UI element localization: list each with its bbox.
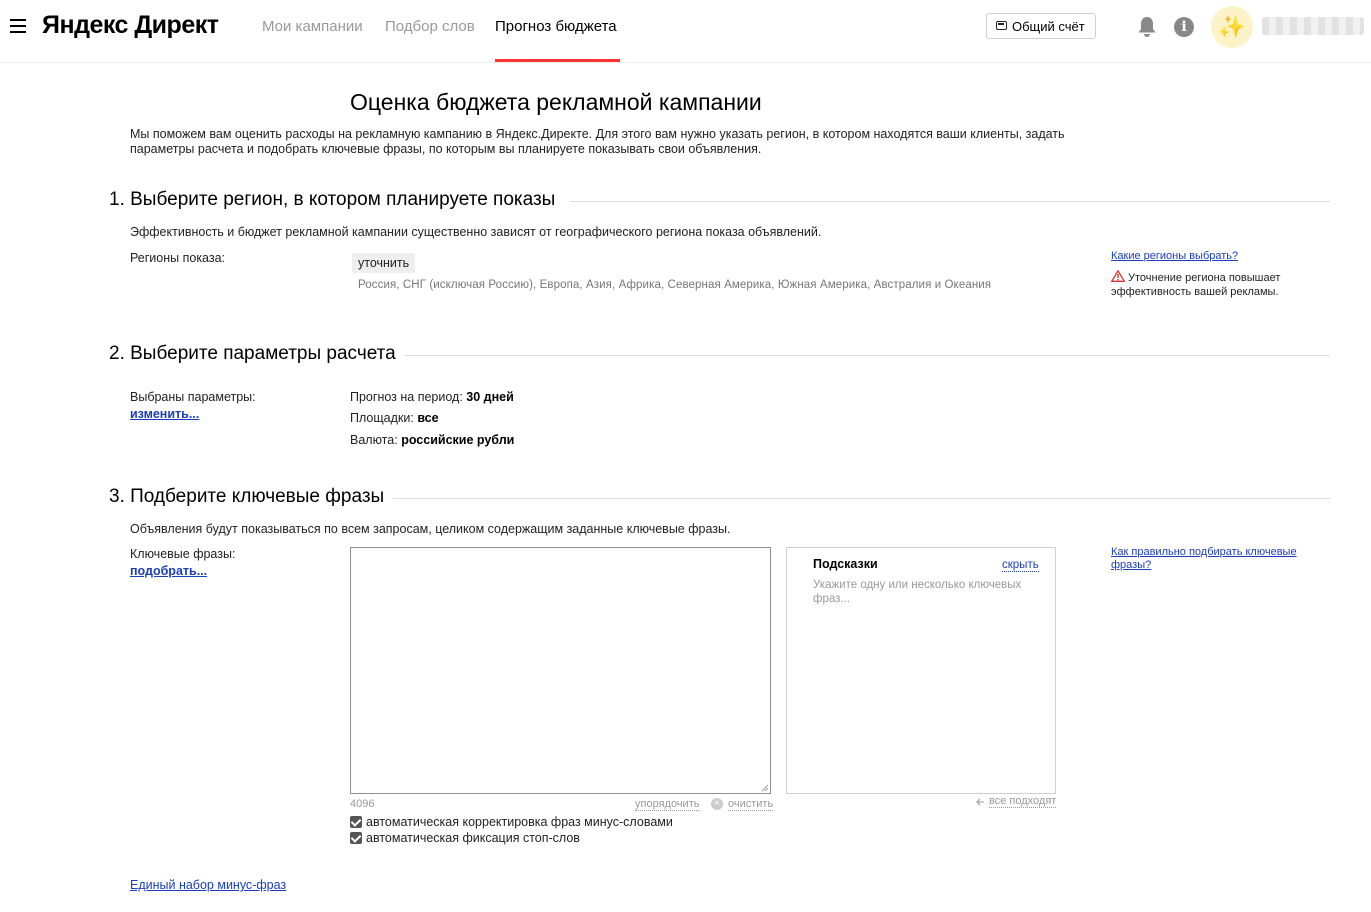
intro-text: Мы поможем вам оценить расходы на рекламную кампанию в Яндекс.Директе. Для этого вам нужно указать регион, в котором находятся ваши клиенты, задать параметры расчета и подобрать ключевые фразы, по которым вы планируете показывать свои объявления. (130, 127, 1065, 156)
top-header (0, 0, 1371, 63)
all-fit-link[interactable]: все подходят (989, 795, 1057, 807)
username-blurred[interactable] (1262, 17, 1364, 35)
hints-placeholder: Укажите одну или несколько ключевых фраз... (813, 579, 1022, 605)
param-currency (350, 433, 514, 447)
page-title: Оценка бюджета рекламной кампании (350, 89, 762, 115)
selected-regions: Россия, СНГ (исключая Россию), Европа, Азия, Африка, Северная Америка, Южная Америка, Австралия и Океания (358, 279, 992, 291)
refine-regions-button[interactable]: уточнить (352, 253, 415, 273)
section-1-title: 1. Выберите регион, в котором планируете показы (109, 189, 564, 211)
param-platforms (350, 411, 439, 425)
nav-my-campaigns[interactable]: Мои кампании (262, 18, 363, 35)
arrow-left-icon (975, 797, 985, 807)
menu-icon[interactable] (10, 19, 26, 33)
regions-label: Регионы показа: (130, 251, 226, 265)
nav-budget-forecast[interactable]: Прогноз бюджета (495, 18, 617, 35)
bell-icon[interactable] (1137, 16, 1157, 38)
section-2-title: 2. Выберите параметры расчета (109, 343, 405, 365)
auto-minus-words-checkbox[interactable] (350, 816, 362, 828)
pick-keywords-link-wrap (130, 562, 207, 580)
active-tab-underline (495, 59, 620, 62)
currency-label: Валюта: (350, 433, 398, 447)
how-to-pick-keywords-link[interactable]: Как правильно подбирать ключевые фразы? (1111, 546, 1297, 571)
shared-account-label: Общий счёт (1012, 19, 1085, 34)
auto-minus-words-label[interactable]: автоматическая корректировка фраз минус-словами (366, 815, 673, 829)
section-divider (405, 355, 1330, 356)
section-3-title: 3. Подберите ключевые фразы (109, 486, 393, 508)
platforms-label: Площадки: (350, 411, 414, 425)
region-warning (1111, 270, 1301, 299)
minus-phrases-link-wrap (130, 878, 286, 892)
hints-title: Подсказки (813, 557, 878, 571)
period-label: Прогноз на период: (350, 390, 463, 404)
change-params-link[interactable]: изменить... (130, 407, 200, 421)
section-1-description: Эффективность и бюджет рекламной кампании существенно зависят от географического региона показа объявлений. (130, 225, 822, 239)
keywords-textarea[interactable] (350, 547, 771, 794)
info-icon[interactable]: i (1174, 17, 1194, 37)
nav-word-selection[interactable]: Подбор слов (385, 18, 475, 35)
shared-account-button[interactable] (986, 13, 1096, 39)
region-warning-text: Уточнение региона повышает эффективность вашей рекламы. (1111, 272, 1281, 298)
platforms-value: все (417, 411, 439, 425)
section-divider (570, 201, 1330, 202)
keywords-label: Ключевые фразы: (130, 547, 236, 561)
change-params-link-wrap (130, 405, 199, 423)
pick-keywords-link[interactable]: подобрать... (130, 564, 208, 578)
logo[interactable]: Яндекс Директ (42, 11, 219, 39)
selected-params-label: Выбраны параметры: (130, 390, 256, 404)
param-period (350, 390, 514, 404)
resize-grip-icon[interactable] (761, 784, 769, 792)
hints-panel (786, 547, 1056, 794)
which-regions-link[interactable]: Какие регионы выбрать? (1111, 250, 1239, 262)
char-counter: 4096 (350, 798, 375, 810)
warning-icon (1111, 270, 1125, 282)
section-divider (390, 498, 1330, 499)
auto-stop-words-label[interactable]: автоматическая фиксация стоп-слов (366, 831, 580, 845)
minus-phrases-link[interactable]: Единый набор минус-фраз (130, 878, 287, 892)
period-value: 30 дней (466, 390, 514, 404)
auto-stop-words-checkbox[interactable] (350, 832, 362, 844)
sort-link[interactable]: упорядочить (635, 798, 700, 810)
avatar[interactable]: ✨ (1211, 6, 1253, 48)
clear-link[interactable]: очистить (728, 798, 774, 810)
currency-value: российские рубли (401, 433, 515, 447)
clear-icon[interactable]: × (711, 798, 723, 810)
section-3-description: Объявления будут показываться по всем запросам, целиком содержащим заданные ключевые фразы. (130, 522, 731, 536)
wallet-icon (996, 21, 1007, 30)
hide-hints-link[interactable]: скрыть (1002, 559, 1039, 571)
